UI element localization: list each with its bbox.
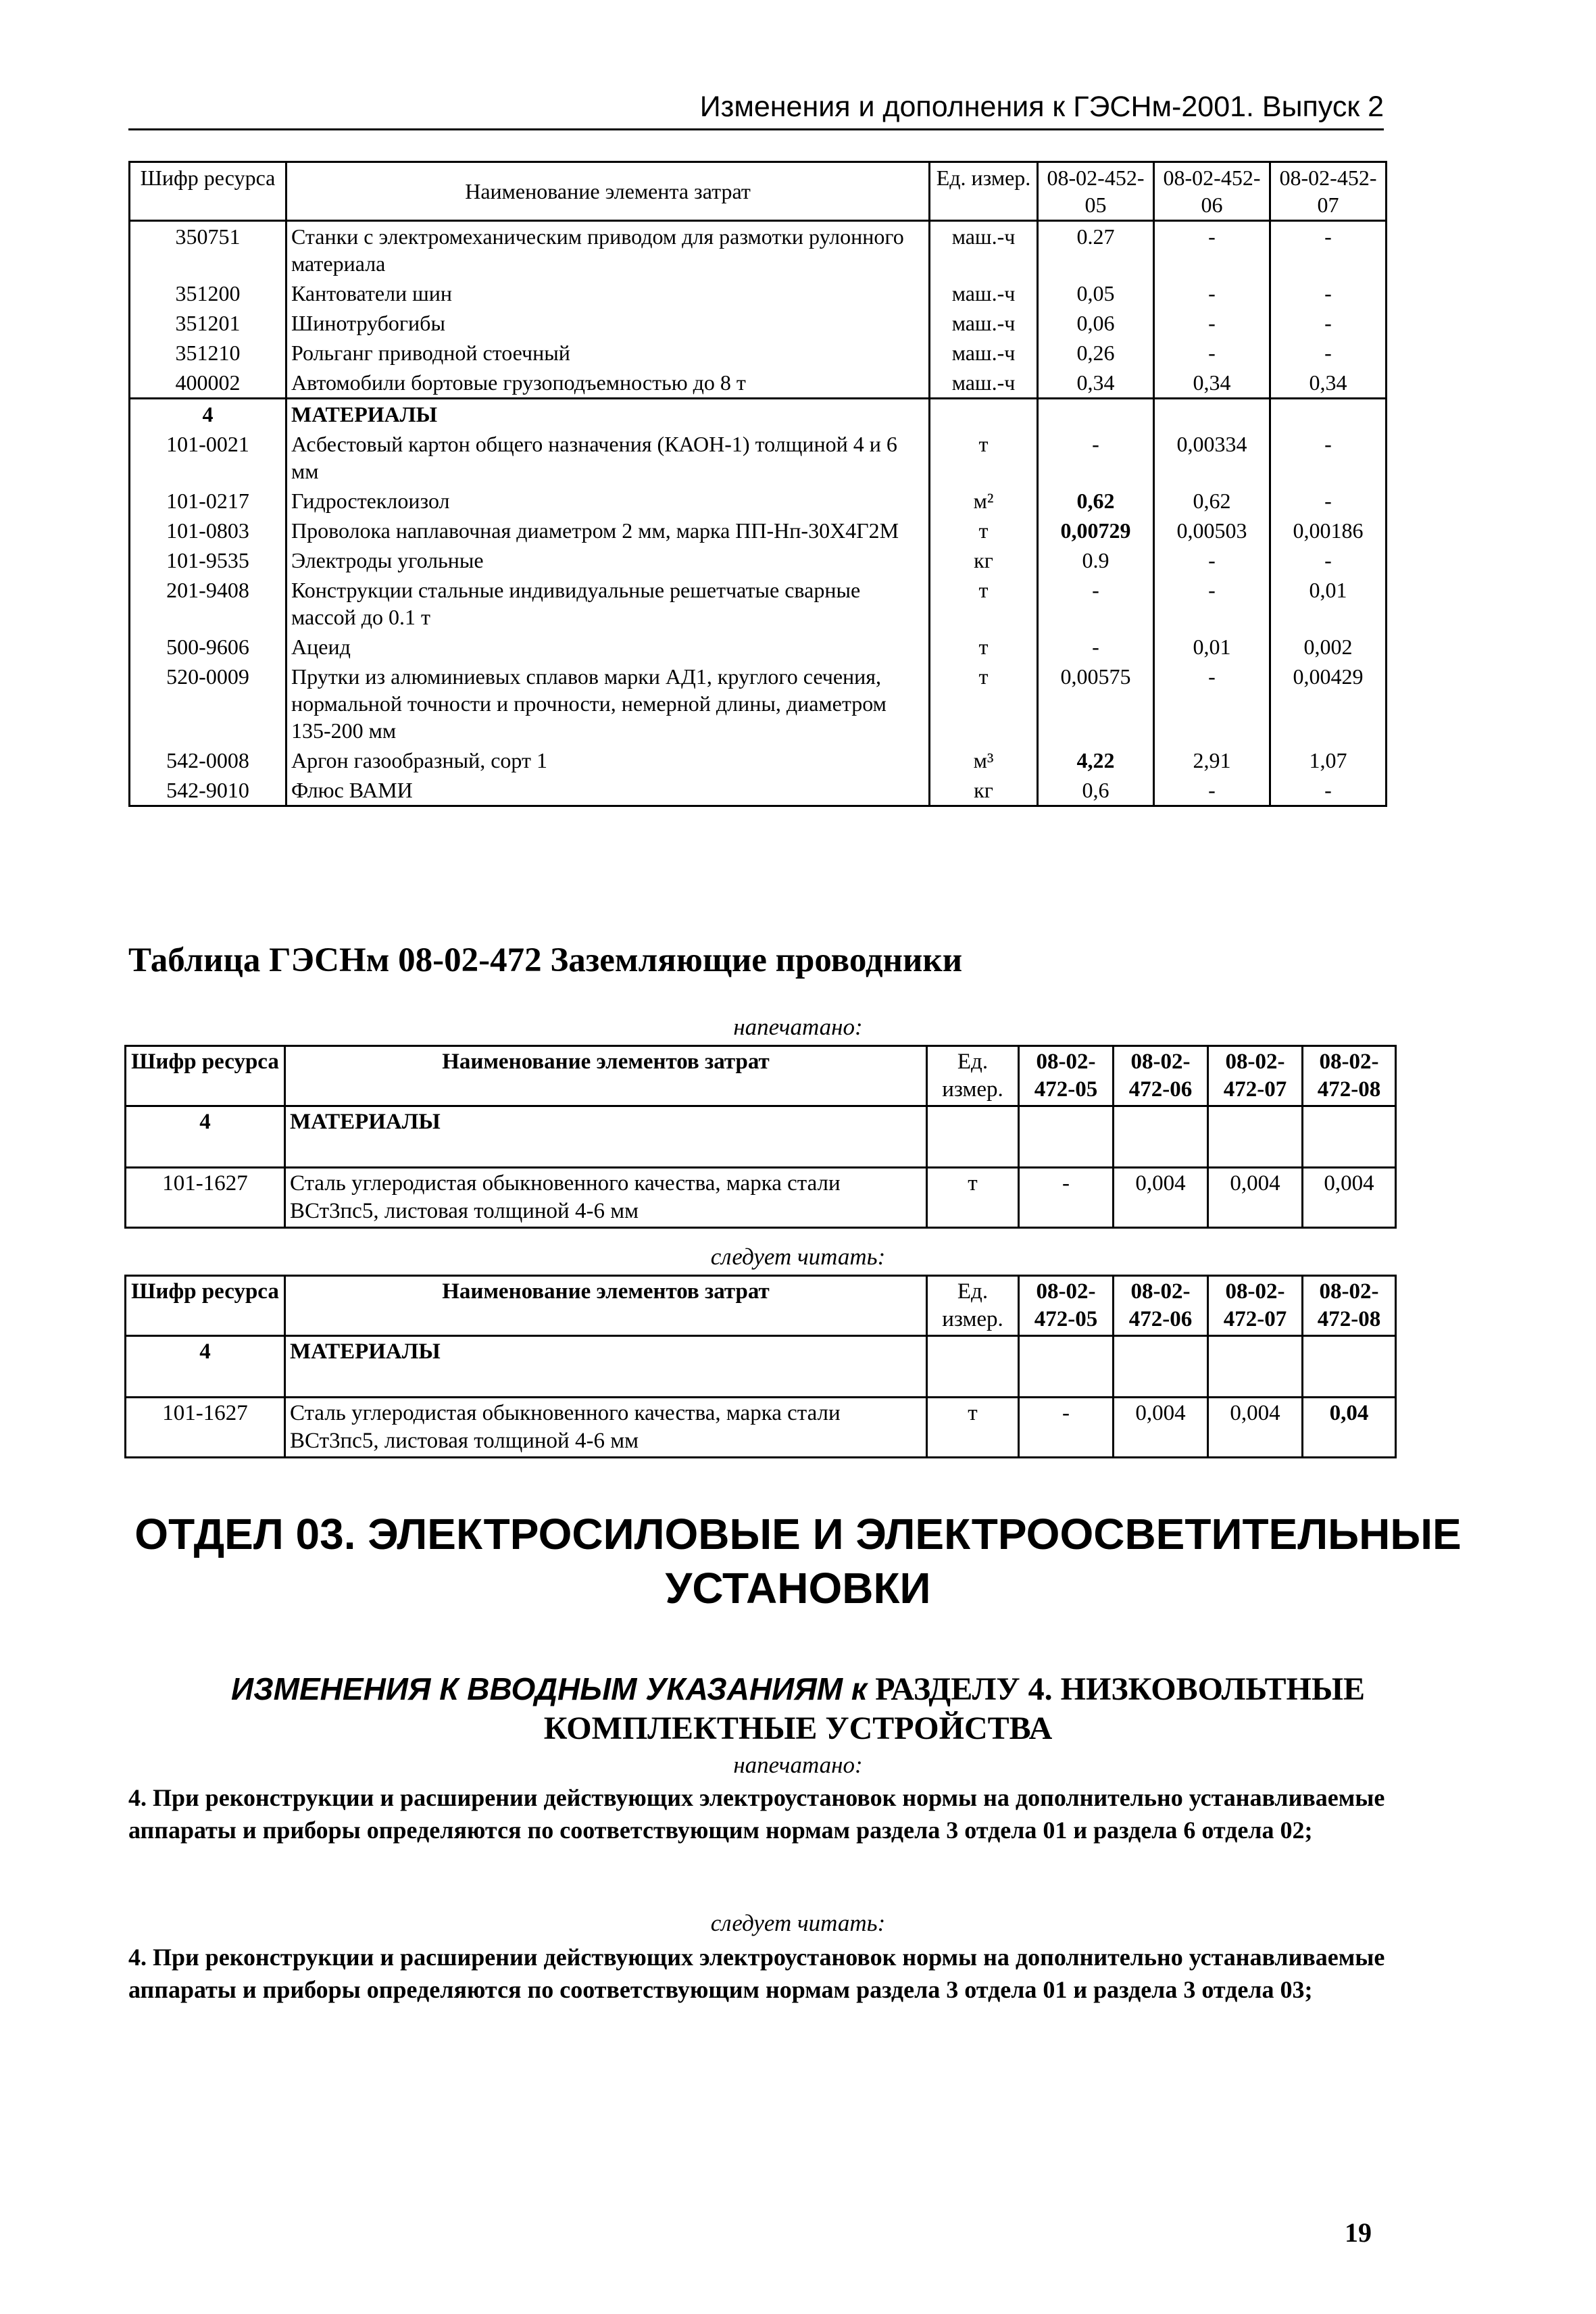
sub-title-rest: РАЗДЕЛУ 4. НИЗКОВОЛЬТНЫЕ <box>875 1671 1365 1707</box>
cell-value-3: 0,004 <box>1208 1168 1303 1228</box>
cell-code: 4 <box>130 399 286 430</box>
cell-value-3: 0,01 <box>1270 575 1387 632</box>
section-name: МАТЕРИАЛЫ <box>285 1336 927 1398</box>
cell-value-1: 0,6 <box>1038 775 1154 806</box>
cell-value-1: 0.9 <box>1038 545 1154 575</box>
col-code1-header: 08-02-452-05 <box>1038 162 1154 221</box>
table-header-row <box>126 1046 1396 1106</box>
cell-value-3: 0,00429 <box>1270 662 1387 745</box>
cell-value-2: 0,01 <box>1154 632 1270 662</box>
section-code: 4 <box>126 1336 285 1398</box>
read-label: следует читать: <box>710 1244 886 1270</box>
table-row <box>130 545 1387 575</box>
cell-code: 351200 <box>130 278 286 308</box>
cell-value-2: 0,34 <box>1154 368 1270 399</box>
cell-value-2: - <box>1154 278 1270 308</box>
table-row <box>130 368 1387 399</box>
cell-value-1: - <box>1038 429 1154 486</box>
cell-value-4: 0,04 <box>1303 1398 1396 1458</box>
cell-value-1: 4,22 <box>1038 745 1154 775</box>
col-code2-header: 08-02-452-06 <box>1154 162 1270 221</box>
cell-code: 350751 <box>130 221 286 279</box>
cell-code: 201-9408 <box>130 575 286 632</box>
cell-value-1: 0,06 <box>1038 308 1154 338</box>
cell-value-1: 0,62 <box>1038 486 1154 516</box>
table-row <box>130 338 1387 368</box>
cell-value-1 <box>1038 399 1154 430</box>
cell-value-3: 0,34 <box>1270 368 1387 399</box>
cell-value-2: 0,004 <box>1114 1398 1208 1458</box>
cell-value-2 <box>1154 399 1270 430</box>
table-row <box>130 745 1387 775</box>
read-label-2: следует читать: <box>710 1910 886 1936</box>
section-row <box>130 399 1387 430</box>
cell-value-2: - <box>1154 575 1270 632</box>
cell-unit: т <box>930 662 1038 745</box>
cell-value-1: 0,05 <box>1038 278 1154 308</box>
cell-value-3: - <box>1270 308 1387 338</box>
cell-code: 351210 <box>130 338 286 368</box>
section-row <box>126 1336 1396 1398</box>
cell-value-2: - <box>1154 662 1270 745</box>
cell-value-1: - <box>1019 1398 1114 1458</box>
cell-unit: м² <box>930 486 1038 516</box>
section-title-line-2: УСТАНОВКИ <box>665 1564 931 1613</box>
cell-unit: маш.-ч <box>930 308 1038 338</box>
paragraph-corrected <box>128 1941 1385 2006</box>
paragraph-corrected-emphasis: раздела 3 отдела 03; <box>1093 1976 1313 2003</box>
cell-name: Прутки из алюминиевых сплавов марки АД1, круглого сечения, нормальной точности и прочности, немерной длины, диаметром 135-200 мм <box>286 662 930 745</box>
cell-unit: маш.-ч <box>930 368 1038 399</box>
cell-value-1: 0,34 <box>1038 368 1154 399</box>
cell-name: Электроды угольные <box>286 545 930 575</box>
table-header-row <box>126 1276 1396 1336</box>
col-code-header: Шифр ресурса <box>126 1046 285 1106</box>
cell-value-2: 0,62 <box>1154 486 1270 516</box>
cell-value-3: - <box>1270 221 1387 279</box>
cell-code: 400002 <box>130 368 286 399</box>
table-row <box>130 308 1387 338</box>
cell-name: Рольганг приводной стоечный <box>286 338 930 368</box>
cell-name: Шинотрубогибы <box>286 308 930 338</box>
cell-code: 101-0217 <box>130 486 286 516</box>
cell-unit: т <box>930 575 1038 632</box>
cell-unit: т <box>930 632 1038 662</box>
col-code4-header: 08-02-472-08 <box>1303 1276 1396 1336</box>
cell-value-3: - <box>1270 545 1387 575</box>
cell-code: 542-0008 <box>130 745 286 775</box>
sub-title <box>0 1669 1596 1748</box>
cell-unit: маш.-ч <box>930 221 1038 279</box>
resource-table-472-printed <box>124 1045 1397 1229</box>
col-code3-header: 08-02-472-07 <box>1208 1276 1303 1336</box>
cell-name: Флюс ВАМИ <box>286 775 930 806</box>
cell-value-1: - <box>1038 632 1154 662</box>
paragraph-printed: 4. При реконструкции и расширении действующих электроустановок нормы на дополнительно устанавливаемые аппараты и приборы определяются по соответствующим нормам раздела 3 отдела 01 и раздела 6 отдела 02; <box>128 1784 1385 1844</box>
cell-value-2: - <box>1154 308 1270 338</box>
cell-unit: кг <box>930 545 1038 575</box>
cell-code: 101-0021 <box>130 429 286 486</box>
col-unit-header: Ед. измер. <box>927 1276 1019 1336</box>
section-title-line-1: ОТДЕЛ 03. ЭЛЕКТРОСИЛОВЫЕ И ЭЛЕКТРООСВЕТИТЕЛЬНЫЕ <box>134 1510 1462 1558</box>
cell-unit: м³ <box>930 745 1038 775</box>
cell-value-1: 0.27 <box>1038 221 1154 279</box>
col-code4-header: 08-02-472-08 <box>1303 1046 1396 1106</box>
cell-value-3: 1,07 <box>1270 745 1387 775</box>
cell-name: Ацеид <box>286 632 930 662</box>
cell-value-2: 0,00503 <box>1154 516 1270 545</box>
col-code3-header: 08-02-452-07 <box>1270 162 1387 221</box>
cell-value-1: - <box>1038 575 1154 632</box>
cell-unit: т <box>930 429 1038 486</box>
cell-value-3: - <box>1270 278 1387 308</box>
cell-code: 101-9535 <box>130 545 286 575</box>
cell-name: Асбестовый картон общего назначения (КАОН-1) толщиной 4 и 6 мм <box>286 429 930 486</box>
table-row <box>130 278 1387 308</box>
col-code1-header: 08-02-472-05 <box>1019 1046 1114 1106</box>
cell-unit: маш.-ч <box>930 338 1038 368</box>
cell-name: Автомобили бортовые грузоподъемностью до 8 т <box>286 368 930 399</box>
cell-value-3: - <box>1270 775 1387 806</box>
sub-title-italic: ИЗМЕНЕНИЯ К ВВОДНЫМ УКАЗАНИЯМ к <box>231 1671 868 1706</box>
table-row <box>130 632 1387 662</box>
cell-unit: т <box>930 516 1038 545</box>
cell-code: 101-1627 <box>126 1398 285 1458</box>
col-code2-header: 08-02-472-06 <box>1114 1276 1208 1336</box>
cell-value-2: 0,00334 <box>1154 429 1270 486</box>
cell-name: МАТЕРИАЛЫ <box>286 399 930 430</box>
cell-unit: т <box>927 1168 1019 1228</box>
table-row <box>130 662 1387 745</box>
cell-unit: т <box>927 1398 1019 1458</box>
cell-name: Сталь углеродистая обыкновенного качества, марка стали ВСт3пс5, листовая толщиной 4-6 мм <box>285 1168 927 1228</box>
table-row <box>130 221 1387 279</box>
printed-label-2: напечатано: <box>733 1752 863 1778</box>
section-name: МАТЕРИАЛЫ <box>285 1106 927 1168</box>
col-code-header: Шифр ресурса <box>126 1276 285 1336</box>
cell-value-3: - <box>1270 486 1387 516</box>
table-row <box>126 1398 1396 1458</box>
cell-name: Сталь углеродистая обыкновенного качества, марка стали ВСт3пс5, листовая толщиной 4-6 мм <box>285 1398 927 1458</box>
cell-value-3: - <box>1270 429 1387 486</box>
cell-value-2: 0,004 <box>1114 1168 1208 1228</box>
cell-value-3: 0,004 <box>1208 1398 1303 1458</box>
table-caption: Таблица ГЭСНм 08-02-472 Заземляющие проводники <box>128 941 963 979</box>
col-name-header: Наименование элементов затрат <box>285 1046 927 1106</box>
table-row <box>126 1168 1396 1228</box>
cell-value-1: 0,00729 <box>1038 516 1154 545</box>
cell-value-2: 2,91 <box>1154 745 1270 775</box>
cell-code: 500-9606 <box>130 632 286 662</box>
cell-value-3: 0,00186 <box>1270 516 1387 545</box>
cell-name: Станки с электромеханическим приводом для размотки рулонного материала <box>286 221 930 279</box>
resource-table-452 <box>128 161 1387 807</box>
col-unit-header: Ед. измер. <box>927 1046 1019 1106</box>
cell-name: Проволока наплавочная диаметром 2 мм, марка ПП-Нп-30Х4Г2М <box>286 516 930 545</box>
cell-code: 542-9010 <box>130 775 286 806</box>
cell-name: Конструкции стальные индивидуальные решетчатые сварные массой до 0.1 т <box>286 575 930 632</box>
cell-value-1: 0,26 <box>1038 338 1154 368</box>
section-code: 4 <box>126 1106 285 1168</box>
cell-value-2: - <box>1154 221 1270 279</box>
cell-name: Аргон газообразный, сорт 1 <box>286 745 930 775</box>
cell-code: 351201 <box>130 308 286 338</box>
resource-table-472-corrected <box>124 1275 1397 1458</box>
cell-value-2: - <box>1154 338 1270 368</box>
col-code3-header: 08-02-472-07 <box>1208 1046 1303 1106</box>
cell-code: 101-1627 <box>126 1168 285 1228</box>
cell-code: 101-0803 <box>130 516 286 545</box>
cell-name: Кантователи шин <box>286 278 930 308</box>
table-row <box>130 516 1387 545</box>
section-title <box>0 1507 1596 1615</box>
page-number: 19 <box>1345 2217 1372 2248</box>
col-unit-header: Ед. измер. <box>930 162 1038 221</box>
section-row <box>126 1106 1396 1168</box>
cell-value-2: - <box>1154 545 1270 575</box>
col-name-header: Наименование элементов затрат <box>285 1276 927 1336</box>
table-row <box>130 486 1387 516</box>
cell-value-1: 0,00575 <box>1038 662 1154 745</box>
printed-label: напечатано: <box>733 1014 863 1040</box>
cell-value-3: 0,002 <box>1270 632 1387 662</box>
cell-code: 520-0009 <box>130 662 286 745</box>
cell-unit: маш.-ч <box>930 278 1038 308</box>
table-row <box>130 575 1387 632</box>
cell-name: Гидростеклоизол <box>286 486 930 516</box>
sub-title-line-2: КОМПЛЕКТНЫЕ УСТРОЙСТВА <box>543 1710 1053 1746</box>
cell-value-3 <box>1270 399 1387 430</box>
cell-unit: кг <box>930 775 1038 806</box>
col-code-header: Шифр ресурса <box>130 162 286 221</box>
col-code2-header: 08-02-472-06 <box>1114 1046 1208 1106</box>
paragraph-corrected-text: 4. При реконструкции и расширении действующих электроустановок нормы на дополнительно устанавливаемые аппараты и приборы определяются по соответствующим нормам раздела 3 отдела 01 и <box>128 1944 1385 2003</box>
table-header-row <box>130 162 1387 221</box>
table-row <box>130 775 1387 806</box>
table-row <box>130 429 1387 486</box>
col-name-header: Наименование элемента затрат <box>286 162 930 221</box>
cell-unit <box>930 399 1038 430</box>
cell-value-3: - <box>1270 338 1387 368</box>
cell-value-2: - <box>1154 775 1270 806</box>
cell-value-4: 0,004 <box>1303 1168 1396 1228</box>
col-code1-header: 08-02-472-05 <box>1019 1276 1114 1336</box>
cell-value-1: - <box>1019 1168 1114 1228</box>
running-header: Изменения и дополнения к ГЭСНм-2001. Выпуск 2 <box>128 87 1384 130</box>
